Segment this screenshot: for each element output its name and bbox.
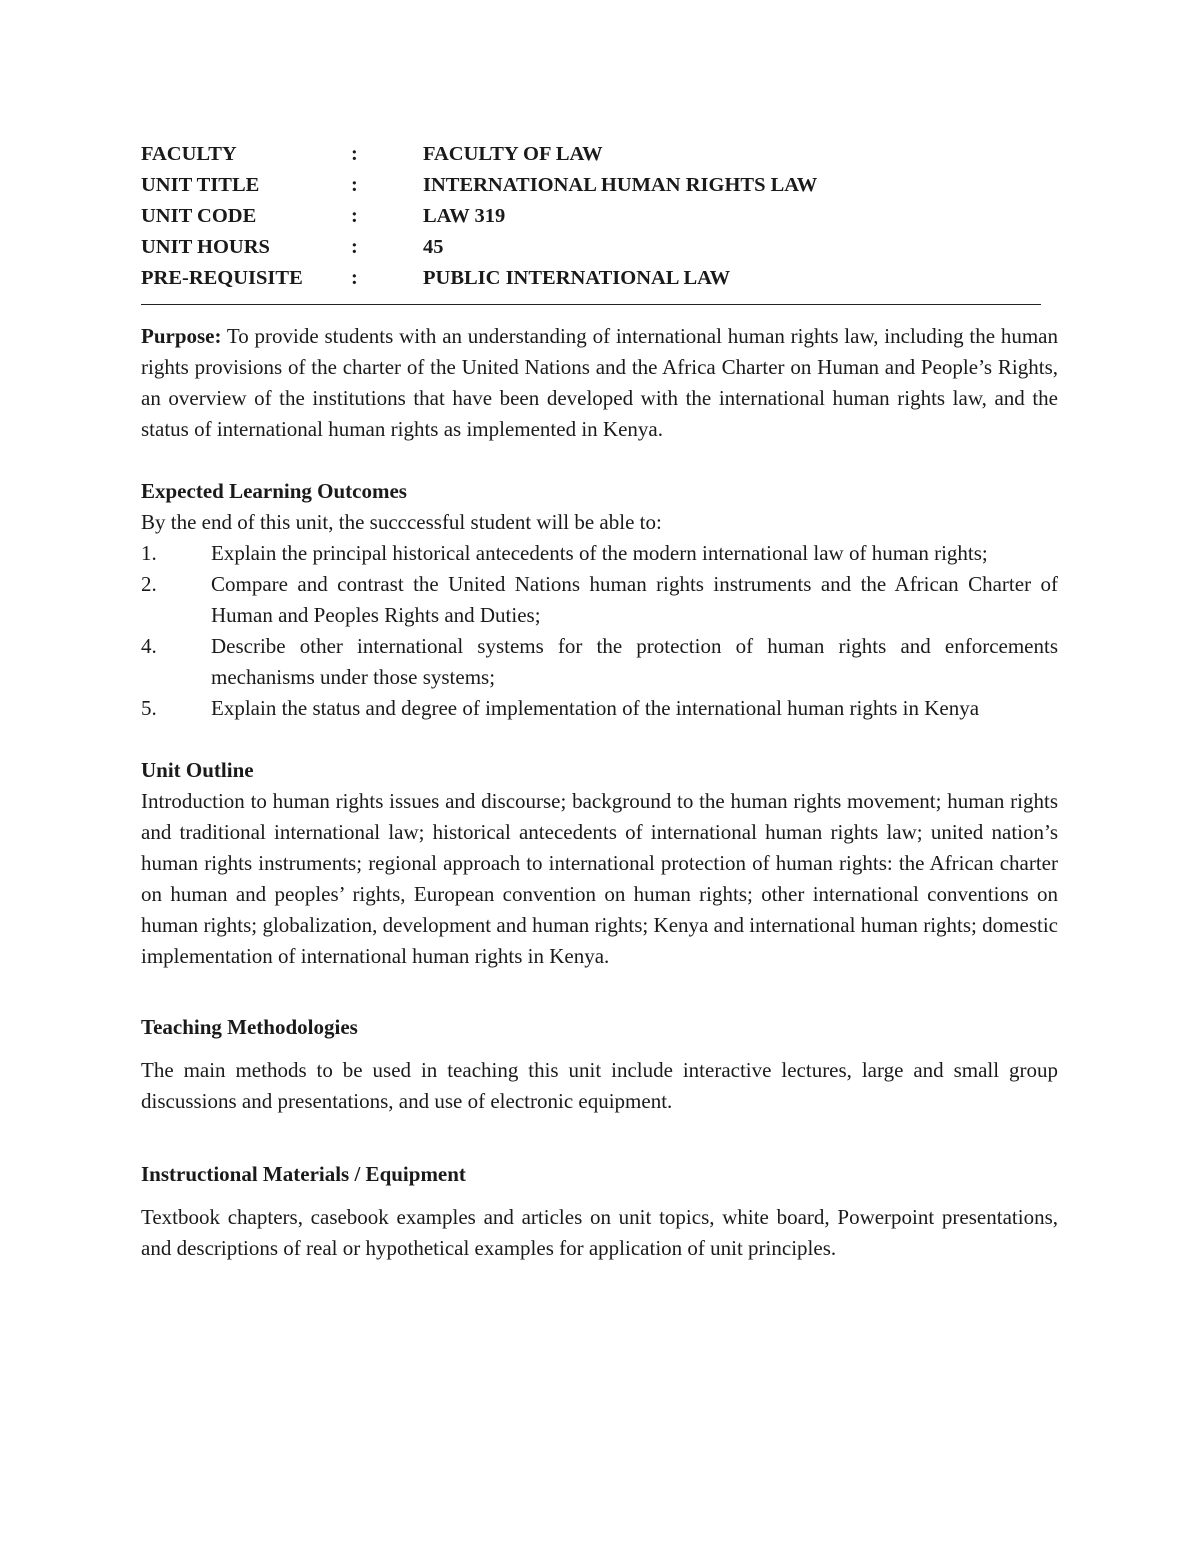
meta-label: UNIT TITLE (141, 174, 260, 196)
document-page (141, 139, 1058, 1264)
purpose-text: To provide students with an understanding of international human rights law, including the human rights provisions of the charter of the United Nations and the Africa Charter on Human and People’s Rights, an overview of the institutions that have been developed with the international human rights law, and the status of international human rights as implemented in Kenya. (141, 324, 1058, 441)
meta-row-unit-code (141, 201, 1058, 232)
list-text: Explain the status and degree of implementation of the international human rights in Kenya (211, 696, 980, 720)
teaching-text: The main methods to be used in teaching this unit include interactive lectures, large and small group discussions and presentations, and use of electronic equipment. (141, 1058, 1058, 1113)
list-item (141, 631, 1058, 693)
meta-value: FACULTY OF LAW (423, 143, 603, 165)
meta-label: UNIT CODE (141, 205, 257, 227)
section-heading: Instructional Materials / Equipment (141, 1162, 466, 1186)
list-text: Explain the principal historical antecedents of the modern international law of human rights; (211, 541, 988, 565)
list-number: 5. (141, 696, 157, 720)
list-text: Compare and contrast the United Nations human rights instruments and the African Charter of Human and Peoples Rights and Duties; (211, 572, 1058, 627)
list-item (141, 569, 1058, 631)
horizontal-rule (141, 304, 1041, 305)
meta-label: FACULTY (141, 143, 237, 165)
meta-colon: : (351, 267, 358, 289)
meta-label: PRE-REQUISITE (141, 267, 303, 289)
meta-row-unit-title (141, 170, 1058, 201)
outcomes-intro: By the end of this unit, the succcessful student will be able to: (141, 510, 662, 534)
unit-info-table (141, 139, 1058, 294)
meta-value: PUBLIC INTERNATIONAL LAW (423, 267, 731, 289)
meta-value: INTERNATIONAL HUMAN RIGHTS LAW (423, 174, 818, 196)
list-number: 4. (141, 634, 157, 658)
list-number: 2. (141, 572, 157, 596)
section-heading: Unit Outline (141, 758, 254, 782)
learning-outcomes-section (141, 476, 1058, 724)
teaching-methodologies-section (141, 1012, 1058, 1117)
purpose-label: Purpose: (141, 324, 222, 348)
section-heading: Expected Learning Outcomes (141, 479, 407, 503)
meta-row-faculty (141, 139, 1058, 170)
meta-colon: : (351, 236, 358, 258)
list-item (141, 538, 1058, 569)
instructional-materials-section (141, 1159, 1058, 1264)
meta-colon: : (351, 174, 358, 196)
unit-outline-section (141, 755, 1058, 972)
meta-value: LAW 319 (423, 205, 506, 227)
meta-row-unit-hours (141, 232, 1058, 263)
section-heading: Teaching Methodologies (141, 1015, 358, 1039)
materials-text: Textbook chapters, casebook examples and articles on unit topics, white board, Powerpoint presentations, and descriptions of real or hypothetical examples for application of unit principles. (141, 1205, 1058, 1260)
meta-row-prerequisite (141, 263, 1058, 294)
meta-colon: : (351, 143, 358, 165)
purpose-paragraph (141, 321, 1058, 445)
meta-colon: : (351, 205, 358, 227)
outline-text: Introduction to human rights issues and discourse; background to the human rights movement; human rights and traditional international law; historical antecedents of international human rights law; united nation’s human rights instruments; regional approach to international protection of human rights: the African charter on human and peoples’ rights, European convention on human rights; other international conventions on human rights; globalization, development and human rights; Kenya and international human rights; domestic implementation of international human rights in Kenya. (141, 789, 1058, 968)
outcomes-list (141, 538, 1058, 724)
list-item (141, 693, 1058, 724)
meta-label: UNIT HOURS (141, 236, 270, 258)
meta-value: 45 (423, 236, 444, 258)
list-text: Describe other international systems for the protection of human rights and enforcements mechanisms under those systems; (211, 634, 1058, 689)
list-number: 1. (141, 541, 157, 565)
